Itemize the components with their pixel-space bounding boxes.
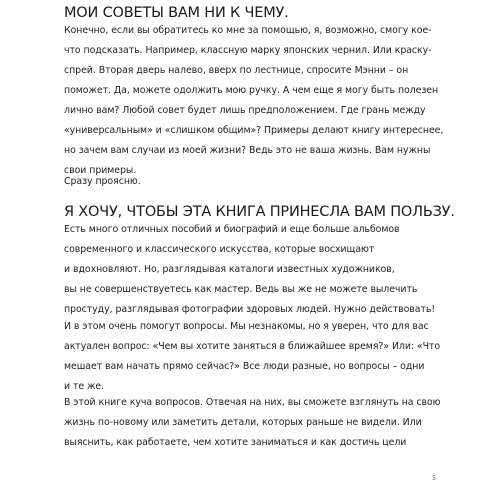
text-line: «универсальным» и «слишком общим»? Примеры делают книгу интереснее, [64, 125, 444, 136]
page-number: 5 [432, 475, 436, 482]
text-line: актуален вопрос: «Чем вы хотите заняться в ближайшее время?» Или: «Что [64, 341, 441, 352]
text-line: В этой книге куча вопросов. Отвечая на них, вы сможете взглянуть на свою [64, 397, 441, 408]
paragraph-clarify [64, 172, 444, 192]
text-line: современного и классического искусства, которые восхищают [64, 244, 375, 255]
text-line: мешает вам начать прямо сейчас?» Все люди разные, но вопросы – одни [64, 361, 425, 372]
paragraph-books-and-albums [64, 220, 444, 320]
text-line: жизнь по-новому или заметить детали, которых раньше не видели. Или [64, 417, 422, 428]
text-line: и вдохновляют. Но, разглядывая каталоги известных художников, [64, 264, 395, 275]
text-line: поможет. Да, можете одолжить мою ручку. А чем еще я могу быть полезен [64, 85, 439, 96]
text-line: и те же. [64, 381, 105, 392]
text-line: выяснить, как работаете, чем хотите заниматься и как достичь цели [64, 437, 407, 448]
text-line: вы не совершенствуетесь как мастер. Ведь вы же не можете вылечить [64, 284, 418, 295]
text-line: Сразу проясню. [64, 176, 141, 187]
text-line: простуду, разглядывая фотографии здоровых людей. Нужно действовать! [64, 304, 436, 315]
text-line: что подсказать. Например, классную марку японских чернил. Или краску- [64, 45, 432, 56]
section-heading-book-purpose: Я ХОЧУ, ЧТОБЫ ЭТА КНИГА ПРИНЕСЛА ВАМ ПОЛЬЗУ. [64, 204, 455, 220]
paragraph-questions-help [64, 317, 444, 397]
text-line: спрей. Вторая дверь налево, вверх по лестнице, спросите Мэнни – он [64, 65, 409, 76]
paragraph-many-questions [64, 393, 444, 453]
text-line: лично вам? Любой совет будет лишь предположением. Где грань между [64, 105, 426, 116]
paragraph-advice [64, 21, 444, 181]
text-line: но зачем вам случаи из моей жизни? Ведь это не ваша жизнь. Вам нужны [64, 145, 431, 156]
text-line: Конечно, если вы обратитесь ко мне за помощью, я, возможно, смогу кое- [64, 25, 432, 36]
text-line: свои примеры. [64, 165, 137, 176]
section-heading-advice: МОИ СОВЕТЫ ВАМ НИ К ЧЕМУ. [64, 5, 289, 21]
text-line: И в этом очень помогут вопросы. Мы незнакомы, но я уверен, что для вас [64, 321, 429, 332]
text-line: Есть много отличных пособий и биографий и еще больше альбомов [64, 224, 400, 235]
